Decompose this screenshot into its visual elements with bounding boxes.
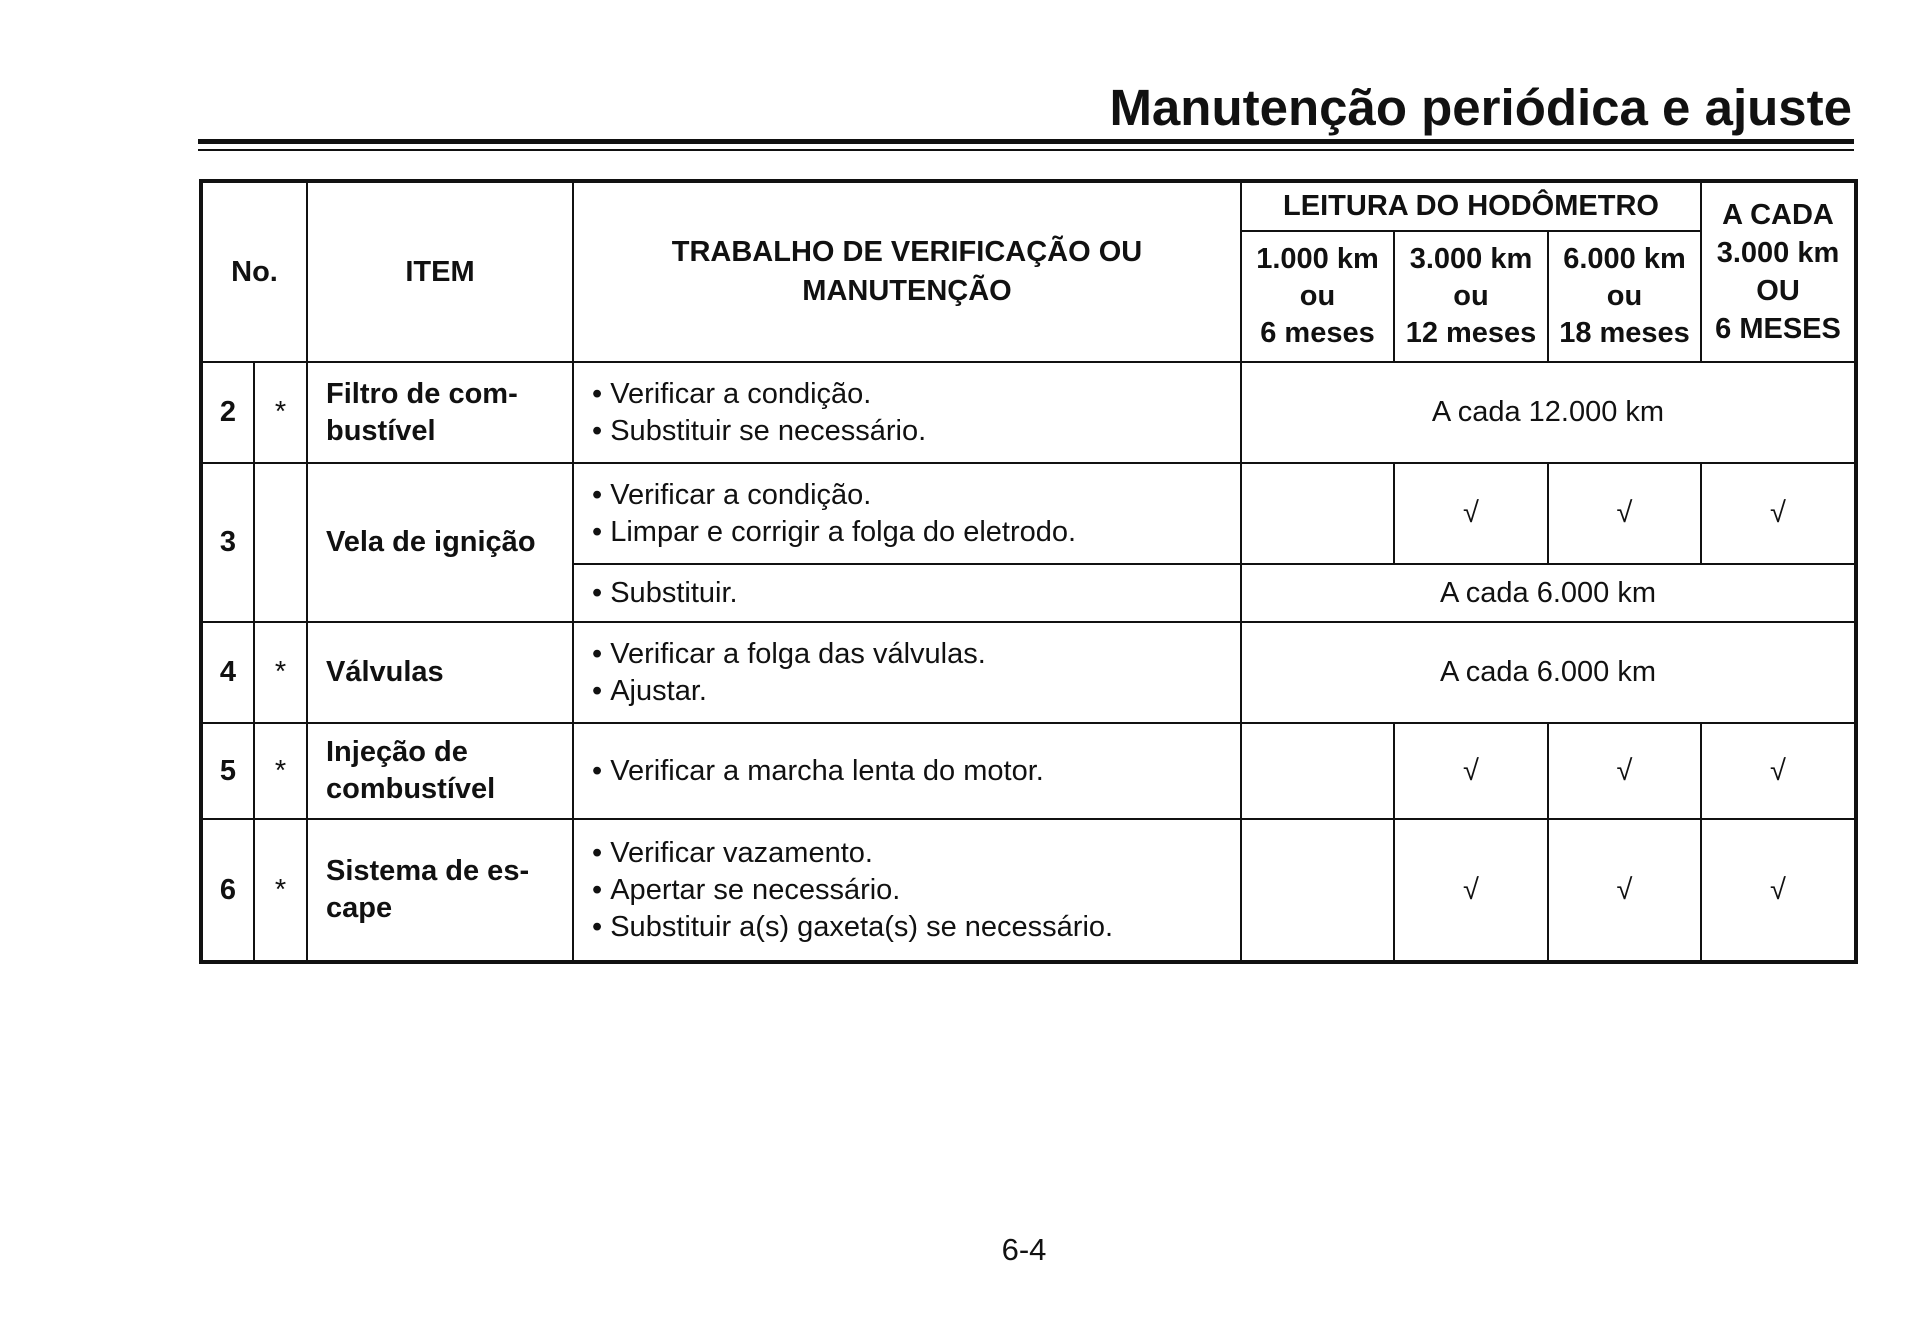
interval-1-ou: ou [1299, 280, 1336, 312]
row-item [307, 723, 573, 819]
work-bullet: • Verificar a folga das válvulas. [592, 636, 1240, 673]
work-bullet: • Limpar e corrigir a folga do eletrodo. [592, 514, 1240, 551]
row-number: 3 [201, 463, 254, 622]
table-row [201, 723, 1856, 819]
work-bullet: • Verificar a marcha lenta do motor. [592, 753, 1240, 790]
item-line: Vela de ignição [326, 526, 536, 558]
interval-cell-1 [1241, 819, 1394, 962]
work-bullet: • Substituir a(s) gaxeta(s) se necessário. [592, 909, 1240, 946]
row-item [307, 362, 573, 463]
check-mark: √ [1548, 723, 1701, 819]
row-work [573, 723, 1241, 819]
work-bullet: • Verificar vazamento. [592, 835, 1240, 872]
row-star: * [254, 362, 307, 463]
work-bullet: • Substituir se necessário. [592, 413, 1240, 450]
check-mark: √ [1394, 819, 1548, 962]
row-star: * [254, 819, 307, 962]
header-odometer: LEITURA DO HODÔMETRO [1241, 181, 1701, 231]
interval-1-months: 6 meses [1260, 317, 1375, 349]
header-work-line2: MANUTENÇÃO [802, 275, 1012, 307]
interval-2-km: 3.000 km [1409, 243, 1533, 275]
interval-2-ou: ou [1453, 280, 1489, 312]
maintenance-table [199, 179, 1858, 964]
header-interval-2 [1394, 231, 1548, 362]
header-interval-1 [1241, 231, 1394, 362]
row-number: 5 [201, 723, 254, 819]
row-star: * [254, 622, 307, 723]
row-star: * [254, 723, 307, 819]
check-mark: √ [1701, 463, 1856, 564]
work-bullet: • Verificar a condição. [592, 477, 1240, 514]
work-bullet: • Ajustar. [592, 673, 1240, 710]
table-row [201, 819, 1856, 962]
row-star [254, 463, 307, 622]
item-line: combustível [326, 773, 496, 805]
row-interval-span: A cada 6.000 km [1241, 564, 1856, 622]
row-work [573, 622, 1241, 723]
row-interval-span: A cada 6.000 km [1241, 622, 1856, 723]
row-interval-span: A cada 12.000 km [1241, 362, 1856, 463]
work-bullet: • Verificar a condição. [592, 376, 1240, 413]
check-mark: √ [1701, 819, 1856, 962]
item-line: Sistema de es- [326, 855, 530, 887]
header-work [573, 181, 1241, 362]
item-line: bustível [326, 414, 436, 447]
check-mark: √ [1394, 723, 1548, 819]
work-bullet: • Apertar se necessário. [592, 872, 1240, 909]
table-row [201, 622, 1856, 723]
page-number: 6-4 [1001, 1232, 1047, 1267]
item-line: cape [326, 892, 393, 924]
row-item [307, 463, 573, 622]
interval-cell-1 [1241, 463, 1394, 564]
interval-3-km: 6.000 km [1563, 243, 1686, 275]
title-rule-thin [198, 149, 1854, 151]
work-bullet: • Substituir. [592, 575, 1240, 612]
header-every-line4: 6 MESES [1715, 313, 1841, 345]
header-every-line2: 3.000 km [1716, 237, 1840, 269]
row-item [307, 819, 573, 962]
header-interval-3 [1548, 231, 1701, 362]
interval-1-km: 1.000 km [1256, 243, 1379, 275]
table-row [201, 463, 1856, 564]
row-work [573, 362, 1241, 463]
row-item [307, 622, 573, 723]
row-work [573, 819, 1241, 962]
row-number: 4 [201, 622, 254, 723]
interval-3-ou: ou [1606, 280, 1643, 312]
interval-cell-1 [1241, 723, 1394, 819]
interval-3-months: 18 meses [1559, 317, 1690, 349]
check-mark: √ [1548, 463, 1701, 564]
header-every-line1: A CADA [1722, 199, 1834, 231]
title-rule-thick [198, 139, 1854, 144]
row-work [573, 564, 1241, 622]
header-every [1701, 181, 1856, 362]
row-number: 6 [201, 819, 254, 962]
check-mark: √ [1548, 819, 1701, 962]
row-number: 2 [201, 362, 254, 463]
item-line: Filtro de com- [326, 377, 518, 410]
header-work-line1: TRABALHO DE VERIFICAÇÃO OU [671, 236, 1143, 268]
item-line: Válvulas [326, 656, 444, 688]
check-mark: √ [1701, 723, 1856, 819]
table-row [201, 362, 1856, 463]
header-row-1 [201, 181, 1856, 231]
item-line: Injeção de [326, 736, 468, 768]
row-work [573, 463, 1241, 564]
check-mark: √ [1394, 463, 1548, 564]
page-title: Manutenção periódica e ajuste [1109, 79, 1852, 136]
header-no: No. [201, 181, 307, 362]
interval-2-months: 12 meses [1405, 317, 1537, 349]
header-item: ITEM [307, 181, 573, 362]
header-every-line3: OU [1756, 275, 1800, 307]
